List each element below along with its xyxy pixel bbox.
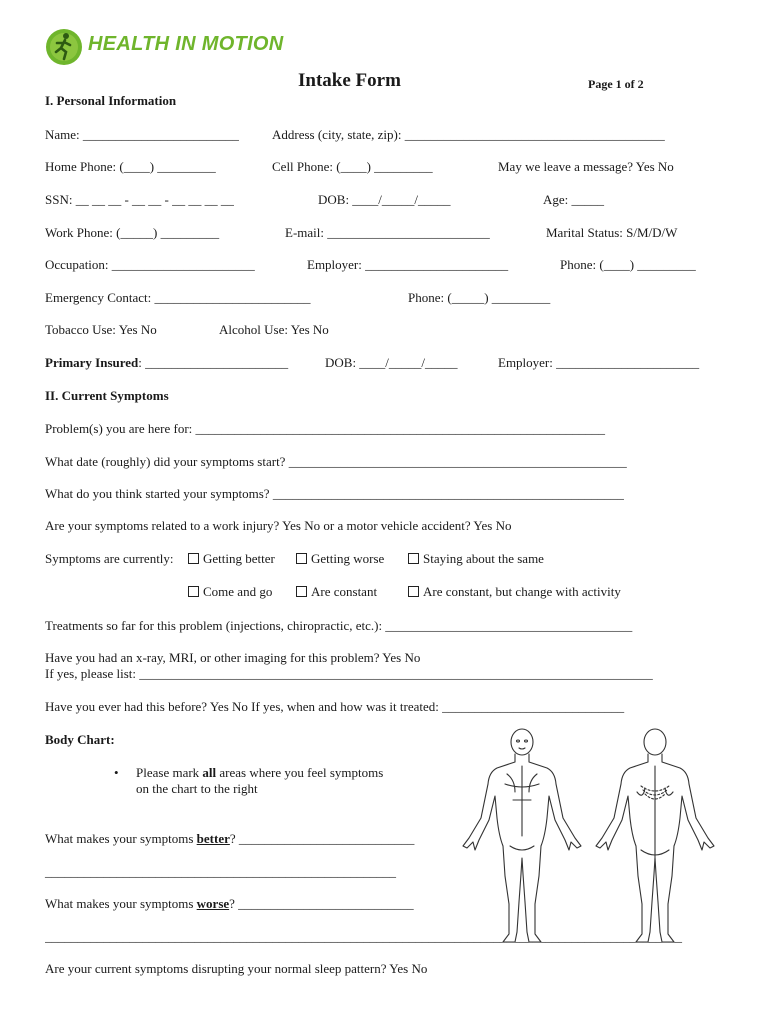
body-chart-instruction-line2: on the chart to the right — [136, 781, 258, 796]
option-getting-better[interactable] — [188, 551, 275, 567]
sleep-disruption-choice[interactable]: Are your current symptoms disrupting your normal sleep pattern? Yes No — [45, 961, 428, 976]
brand-logo — [44, 27, 294, 69]
option-label: Getting worse — [311, 551, 385, 566]
brand-name: HEALTH IN MOTION — [88, 33, 284, 55]
worse-text: What makes your symptoms — [45, 896, 197, 911]
option-label: Are constant, but change with activity — [423, 584, 621, 599]
age-field[interactable]: Age: _____ — [543, 192, 605, 207]
option-label: Getting better — [203, 551, 275, 566]
runner-logo-icon — [44, 27, 84, 67]
imaging-list-field[interactable]: If yes, please list: _______________________________________________________________________________ — [45, 666, 653, 681]
work-phone-field[interactable]: Work Phone: (_____) _________ — [45, 225, 220, 240]
instruction-text: Please mark — [136, 765, 203, 780]
checkbox-icon[interactable] — [408, 586, 419, 597]
primary-dob-field[interactable]: DOB: ____/_____/_____ — [325, 355, 458, 370]
option-constant[interactable] — [296, 584, 377, 600]
work-injury-choice[interactable]: Are your symptoms related to a work injury? Yes No or a motor vehicle accident? Yes No — [45, 518, 512, 533]
instruction-text: areas where you feel symptoms — [216, 765, 384, 780]
better-blank: ? ___________________________ — [229, 831, 415, 846]
history-field[interactable]: Have you ever had this before? Yes No If yes, when and how was it treated: ____________________________ — [45, 699, 625, 714]
option-constant-change[interactable] — [408, 584, 621, 600]
form-title: Intake Form — [298, 70, 401, 91]
tobacco-use-choice[interactable]: Tobacco Use: Yes No — [45, 322, 157, 337]
primary-employer-field[interactable]: Employer: ______________________ — [498, 355, 700, 370]
leave-message-choice[interactable]: May we leave a message? Yes No — [498, 159, 674, 174]
option-come-and-go[interactable] — [188, 584, 272, 600]
worse-field[interactable] — [45, 896, 414, 912]
problem-field[interactable]: Problem(s) you are here for: _______________________________________________________________ — [45, 421, 606, 436]
home-phone-field[interactable]: Home Phone: (____) _________ — [45, 159, 216, 174]
option-label: Are constant — [311, 584, 378, 599]
option-getting-worse[interactable] — [296, 551, 384, 567]
imaging-choice[interactable]: Have you had an x-ray, MRI, or other imaging for this problem? Yes No — [45, 650, 421, 665]
section-personal-heading: I. Personal Information — [45, 93, 177, 108]
body-chart-instruction — [136, 765, 383, 781]
body-chart-figure[interactable] — [455, 726, 725, 946]
treatments-field[interactable]: Treatments so far for this problem (injections, chiropractic, etc.): ______________________________________ — [45, 618, 633, 633]
option-label: Come and go — [203, 584, 273, 599]
ssn-field[interactable]: SSN: __ __ __ - __ __ - __ __ __ __ — [45, 192, 234, 207]
primary-insured-label: Primary Insured — [45, 355, 139, 370]
emergency-contact-field[interactable]: Emergency Contact: ________________________ — [45, 290, 311, 305]
option-staying-same[interactable] — [408, 551, 544, 567]
marital-status-choice[interactable]: Marital Status: S/M/D/W — [546, 225, 678, 240]
symptom-cause-field[interactable]: What do you think started your symptoms? ______________________________________________________ — [45, 486, 624, 501]
checkbox-icon[interactable] — [188, 586, 199, 597]
employer-phone-field[interactable]: Phone: (____) _________ — [560, 257, 696, 272]
cell-phone-field[interactable]: Cell Phone: (____) _________ — [272, 159, 433, 174]
address-field[interactable]: Address (city, state, zip): ________________________________________ — [272, 127, 665, 142]
better-text: What makes your symptoms — [45, 831, 197, 846]
checkbox-icon[interactable] — [408, 553, 419, 564]
checkbox-icon[interactable] — [296, 586, 307, 597]
better-field-line2[interactable]: ______________________________________________________ — [45, 864, 396, 879]
page-indicator: Page 1 of 2 — [588, 77, 644, 91]
worse-field-line2[interactable]: __________________________________________________________________________________________________ — [45, 929, 682, 944]
name-field[interactable]: Name: ________________________ — [45, 127, 239, 142]
bullet-icon: • — [114, 765, 119, 780]
body-front-figure[interactable] — [463, 729, 581, 942]
worse-blank: ? ___________________________ — [229, 896, 414, 911]
primary-insured-blank: : ______________________ — [138, 355, 289, 370]
option-label: Staying about the same — [423, 551, 544, 566]
email-field[interactable]: E-mail: _________________________ — [285, 225, 490, 240]
better-emphasis: better — [196, 831, 230, 846]
employer-field[interactable]: Employer: ______________________ — [307, 257, 509, 272]
body-back-figure[interactable] — [596, 729, 714, 942]
symptoms-label: Symptoms are currently: — [45, 551, 174, 566]
better-field[interactable] — [45, 831, 414, 847]
body-chart-heading: Body Chart: — [45, 732, 115, 747]
emergency-phone-field[interactable]: Phone: (_____) _________ — [408, 290, 551, 305]
dob-field[interactable]: DOB: ____/_____/_____ — [318, 192, 451, 207]
checkbox-icon[interactable] — [296, 553, 307, 564]
checkbox-icon[interactable] — [188, 553, 199, 564]
instruction-emphasis: all — [202, 765, 217, 780]
section-symptoms-heading: II. Current Symptoms — [45, 388, 169, 403]
occupation-field[interactable]: Occupation: ______________________ — [45, 257, 255, 272]
primary-insured-field[interactable] — [45, 355, 288, 371]
alcohol-use-choice[interactable]: Alcohol Use: Yes No — [219, 322, 329, 337]
worse-emphasis: worse — [196, 896, 230, 911]
symptom-start-field[interactable]: What date (roughly) did your symptoms start? ____________________________________________________ — [45, 454, 627, 469]
